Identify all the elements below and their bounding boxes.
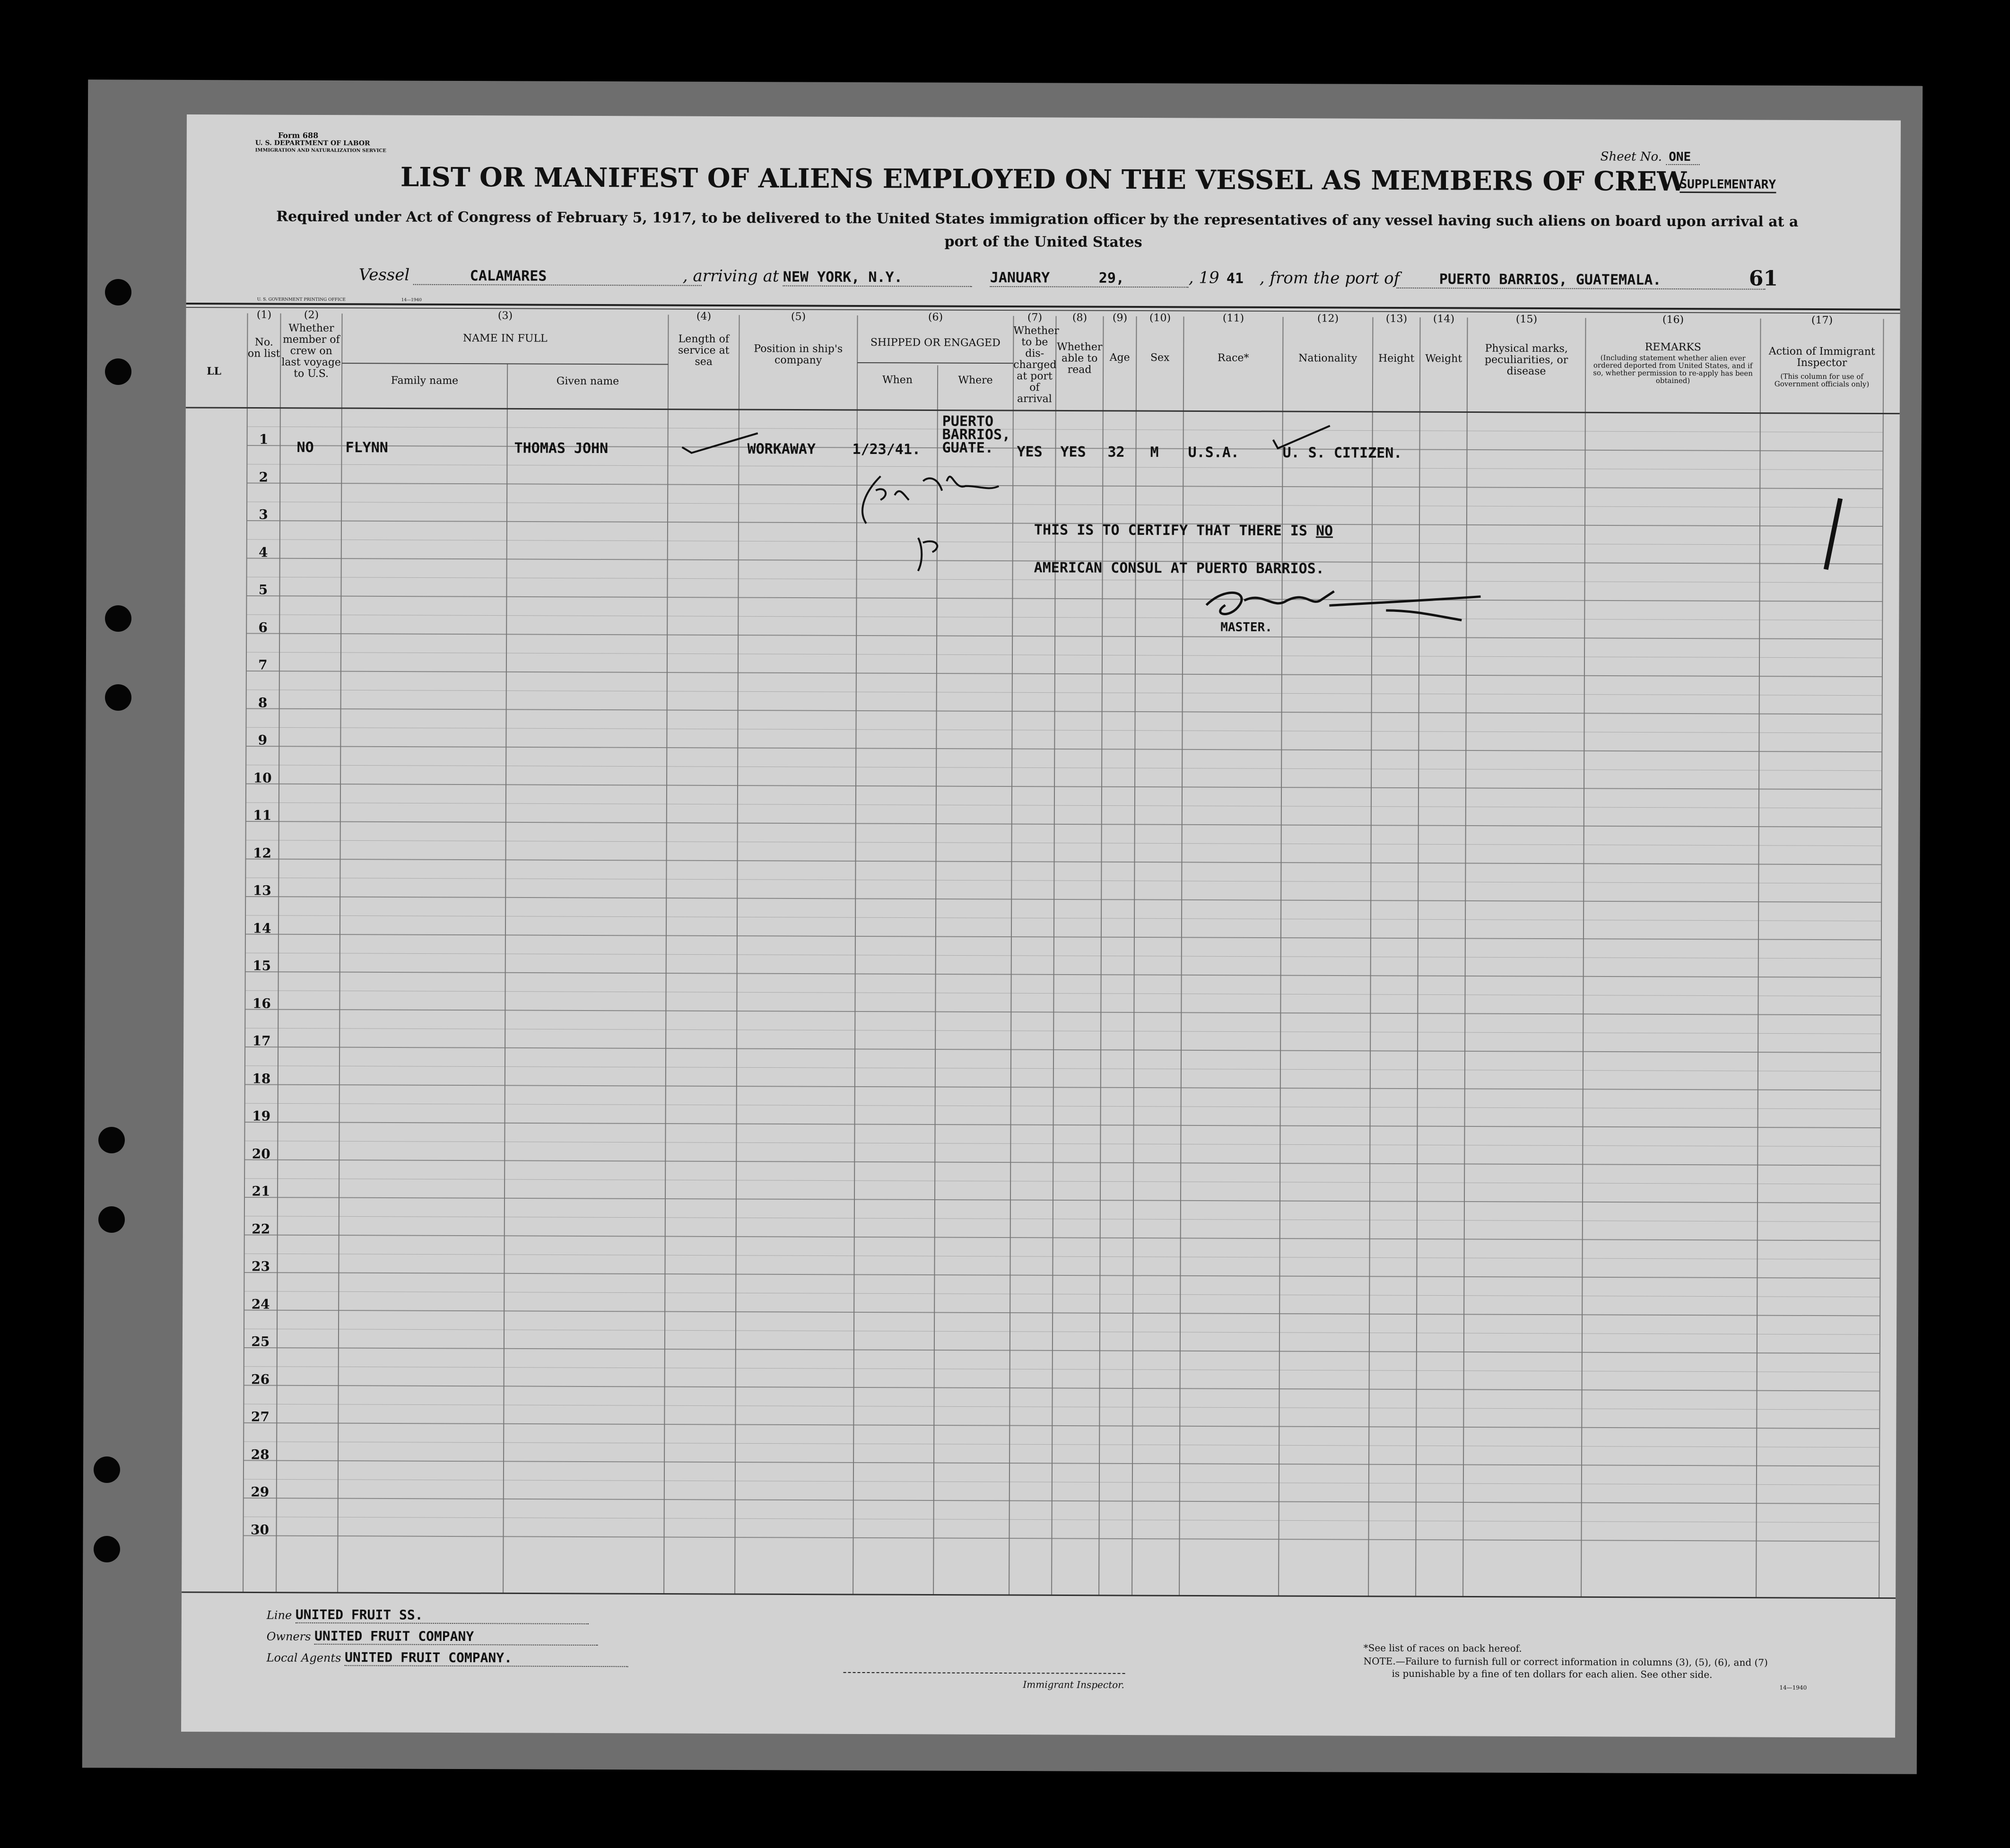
grid-row-line xyxy=(244,1479,1879,1485)
row-number: 21 xyxy=(252,1183,270,1199)
header-remarks: REMARKS xyxy=(1645,341,1701,354)
arrival-year: 41 xyxy=(1226,270,1244,287)
column-number: (11) xyxy=(1222,312,1244,324)
grid-column-line xyxy=(933,366,938,1595)
grid-row-line xyxy=(247,427,1883,432)
entry-family-name: FLYNN xyxy=(345,439,388,456)
row-number: 7 xyxy=(258,657,268,673)
row-number: 24 xyxy=(251,1296,270,1312)
row-number: 12 xyxy=(253,845,272,861)
grid-row-line xyxy=(247,464,1883,470)
entry-race: U.S.A. xyxy=(1188,444,1239,461)
grid-row-line xyxy=(244,1254,1880,1259)
grid-row-line xyxy=(246,671,1882,677)
column-number: (15) xyxy=(1515,313,1538,325)
column-number: (16) xyxy=(1662,314,1684,326)
entry-where-line: GUATE. xyxy=(942,439,993,456)
owners-value: UNITED FRUIT COMPANY xyxy=(314,1628,598,1646)
header-sex: Sex xyxy=(1150,352,1170,364)
arrival-day: 29, xyxy=(1098,270,1125,287)
grid-row-line xyxy=(246,821,1882,827)
header-action-note: (This column for use of Government officials only) xyxy=(1774,372,1870,389)
owners-label: Owners xyxy=(266,1630,311,1643)
arriving-label: , arriving at xyxy=(682,266,779,286)
row-number: 3 xyxy=(259,506,268,523)
row-number: 9 xyxy=(258,732,268,748)
grid-row-line xyxy=(244,1442,1879,1447)
vessel-name: CALAMARES xyxy=(413,268,702,286)
row-number: 22 xyxy=(252,1220,270,1237)
column-number: (1) xyxy=(256,309,272,321)
row-number: 5 xyxy=(258,582,268,598)
vessel-label: Vessel xyxy=(358,265,410,285)
header-crew-member: Whether member of crew on last voyage to U.S. xyxy=(281,322,341,380)
agents-value: UNITED FRUIT COMPANY. xyxy=(345,1649,628,1667)
voyage-line xyxy=(359,265,410,284)
grid-row-line xyxy=(245,1066,1881,1072)
subtitle-line-1: Required under Act of Congress of February 5, 1917, to be delivered to the United States immigration officer by the representatives of any vessel having such aliens on board upon arrival at a xyxy=(276,208,1799,230)
header-remarks-note: (Including statement whether alien ever ordered deported from United States, and if so, whether permission to re-apply has been obtained) xyxy=(1593,353,1753,385)
grid-row-line xyxy=(245,1047,1881,1053)
column-number: (8) xyxy=(1072,312,1088,324)
grid-row-line xyxy=(246,784,1882,789)
grid-row-line xyxy=(246,615,1882,620)
row-number: 19 xyxy=(252,1108,271,1124)
grid-column-line xyxy=(503,364,507,1593)
grid-row-line xyxy=(244,1197,1880,1203)
binder-hole xyxy=(94,1536,120,1562)
header-race: Race* xyxy=(1217,352,1249,364)
row-number: 10 xyxy=(253,769,272,786)
grid-row-line xyxy=(244,1385,1880,1391)
form-number-block xyxy=(255,132,386,155)
column-number: (17) xyxy=(1811,314,1833,327)
grid-row-line xyxy=(245,915,1881,921)
header-length-service: Length of service at sea xyxy=(678,333,730,368)
sheet-number-block xyxy=(1601,149,1700,164)
row-number: 6 xyxy=(258,619,268,636)
subtitle-line-2: port of the United States xyxy=(944,233,1142,251)
grid-row-line xyxy=(245,991,1881,996)
page-mark: LL xyxy=(207,365,222,378)
certification-line-2: AMERICAN CONSUL AT PUERTO BARRIOS. xyxy=(1034,559,1324,577)
binder-hole xyxy=(94,1456,120,1483)
header-nationality: Nationality xyxy=(1298,352,1357,365)
column-number: (10) xyxy=(1149,312,1171,324)
grid-row-line xyxy=(244,1273,1880,1278)
column-number: (2) xyxy=(304,309,319,321)
column-number: (3) xyxy=(497,310,513,322)
grid-row-line xyxy=(246,840,1882,846)
grid-row-line xyxy=(245,1009,1881,1015)
sheet-label: Sheet No. xyxy=(1600,149,1662,164)
row-number: 23 xyxy=(251,1258,270,1274)
header-family-name: Family name xyxy=(391,375,459,387)
grid-row-line xyxy=(245,953,1881,959)
grid-row-line xyxy=(246,746,1882,752)
header-height: Height xyxy=(1378,352,1415,365)
grid-row-line xyxy=(244,1159,1880,1165)
header-name-in-full: NAME IN FULL xyxy=(462,332,548,345)
line-field xyxy=(267,1607,589,1624)
grid-row-line xyxy=(247,577,1883,583)
row-number: 4 xyxy=(258,544,268,560)
row-number: 16 xyxy=(252,995,271,1011)
entry-sex: M xyxy=(1150,444,1159,461)
binder-hole xyxy=(105,279,131,305)
grid-row-line xyxy=(245,878,1881,883)
arrival-month: JANUARY xyxy=(990,270,1189,288)
entry-where xyxy=(942,415,1010,455)
grid-row-line xyxy=(245,897,1881,902)
row-number: 30 xyxy=(251,1521,270,1538)
grid-row-line xyxy=(244,1216,1880,1222)
header-weight: Weight xyxy=(1425,353,1462,365)
note-line-2: is punishable by a fine of ten dollars for each alien. See other side. xyxy=(1392,1667,1713,1681)
row-number: 29 xyxy=(251,1484,270,1500)
grid-row-line xyxy=(244,1141,1880,1147)
header-where: Where xyxy=(958,374,993,386)
service: IMMIGRATION AND NATURALIZATION SERVICE xyxy=(255,148,386,154)
grid-row-line xyxy=(244,1348,1880,1353)
row-number: 28 xyxy=(251,1446,270,1463)
agents-label: Local Agents xyxy=(266,1651,341,1665)
column-number: (14) xyxy=(1433,313,1455,325)
entry-given-name: THOMAS JOHN xyxy=(514,440,609,457)
department: U. S. DEPARTMENT OF LABOR xyxy=(255,139,370,148)
grid-row-line xyxy=(244,1404,1879,1410)
form-number: Form 688 xyxy=(278,131,319,140)
header-when: When xyxy=(882,374,913,386)
grid-row-line xyxy=(247,483,1883,488)
certification-no: NO xyxy=(1315,523,1333,540)
row-number: 27 xyxy=(251,1409,270,1425)
footer-code: 14—1940 xyxy=(1779,1684,1807,1691)
header-action: Action of Immigrant Inspector xyxy=(1768,345,1875,369)
from-label: , from the port of xyxy=(1259,268,1400,288)
entry-age: 32 xyxy=(1107,444,1125,461)
row-number: 11 xyxy=(253,807,272,823)
column-number: (13) xyxy=(1385,313,1408,325)
line-label: Line xyxy=(266,1608,292,1622)
grid-row-line xyxy=(244,1517,1879,1523)
grid-row-line xyxy=(245,1122,1881,1128)
header-age: Age xyxy=(1109,351,1130,364)
binder-hole xyxy=(105,358,131,385)
grid-row-line xyxy=(244,1460,1879,1466)
grid-row-line xyxy=(246,802,1882,808)
grid-row-line xyxy=(245,934,1881,940)
departure-port: PUERTO BARRIOS, GUATEMALA. xyxy=(1397,271,1766,290)
supplementary-label: SUPPLEMENTARY xyxy=(1679,177,1776,193)
manifest-sheet xyxy=(181,114,1901,1738)
row-number: 15 xyxy=(252,958,271,974)
grid-row-line xyxy=(247,502,1883,507)
grid-row-line xyxy=(244,1423,1879,1429)
header-physical-marks: Physical marks, peculiarities, or disease xyxy=(1485,342,1568,378)
grid-row-line xyxy=(245,1028,1881,1034)
row-number: 2 xyxy=(259,469,269,485)
column-number: (6) xyxy=(928,311,943,323)
grid-row-line xyxy=(246,596,1882,601)
grid-row-line xyxy=(247,540,1883,545)
row-number: 26 xyxy=(251,1371,270,1387)
grid-row-line xyxy=(245,972,1881,977)
row-number: 13 xyxy=(252,882,271,898)
binder-hole xyxy=(98,1206,125,1233)
column-number: (12) xyxy=(1317,313,1339,325)
header-discharged: Whether to be dis-charged at port of arrival xyxy=(1013,325,1059,405)
header-shipped: SHIPPED OR ENGAGED xyxy=(870,337,1001,349)
entry-nationality: U. S. CITIZEN. xyxy=(1282,445,1402,462)
binder-hole xyxy=(105,605,131,632)
arrival-port: NEW YORK, N.Y. xyxy=(783,269,972,287)
grid-row-line xyxy=(244,1178,1880,1184)
entry-position: WORKAWAY xyxy=(747,441,816,458)
grid-row-line xyxy=(245,1103,1881,1109)
grid-row-line xyxy=(244,1367,1880,1372)
agents-field xyxy=(267,1649,629,1667)
column-number: (5) xyxy=(791,311,806,323)
grid-row-line xyxy=(246,765,1882,771)
column-number: (4) xyxy=(696,310,712,323)
binder-hole xyxy=(98,1127,125,1153)
header-able-to-read: Whether able to read xyxy=(1057,341,1103,376)
grid-row-line xyxy=(245,1084,1881,1090)
grid-row-line xyxy=(246,708,1882,714)
grid-row-line xyxy=(244,1498,1879,1504)
grid-row-line xyxy=(244,1310,1880,1316)
entry-when: 1/23/41. xyxy=(852,441,921,458)
header-position: Position in ship's company xyxy=(754,343,843,366)
grid-row-line xyxy=(244,1535,1879,1541)
entry-able-to-read: YES xyxy=(1060,444,1086,461)
certification-text: THIS IS TO CERTIFY THAT THERE IS xyxy=(1034,522,1307,540)
column-number: (9) xyxy=(1112,312,1128,324)
grid-row-line xyxy=(246,690,1882,696)
row-number: 25 xyxy=(251,1334,270,1350)
grid-row-line xyxy=(244,1329,1880,1334)
row-number: 1 xyxy=(259,431,269,447)
entry-where-line: PUERTO xyxy=(942,413,994,430)
print-code: 14—1940 xyxy=(401,297,422,303)
grid-row-line xyxy=(246,652,1882,658)
grid-row-line xyxy=(246,727,1882,733)
year-prefix: , 19 xyxy=(1188,268,1219,288)
entry-crew-member: NO xyxy=(296,439,314,456)
certification-line-1 xyxy=(1034,522,1333,539)
inspector-label: Immigrant Inspector. xyxy=(1023,1679,1124,1691)
grid-row-line xyxy=(246,859,1882,864)
row-number: 17 xyxy=(252,1033,271,1049)
note-line-1: NOTE.—Failure to furnish full or correct information in columns (3), (5), (6), and (7) xyxy=(1363,1655,1768,1668)
master-title: MASTER. xyxy=(1220,620,1272,635)
grid-row-line xyxy=(246,633,1882,639)
row-number: 8 xyxy=(258,695,268,711)
row-number: 18 xyxy=(252,1070,271,1087)
grid-row-line xyxy=(244,1291,1880,1297)
binder-hole xyxy=(105,684,131,711)
print-office: U. S. GOVERNMENT PRINTING OFFICE xyxy=(257,297,346,303)
grid-row-line xyxy=(244,1235,1880,1240)
column-number: (7) xyxy=(1027,312,1043,324)
entry-discharged: YES xyxy=(1017,444,1043,461)
page-title: LIST OR MANIFEST OF ALIENS EMPLOYED ON THE VESSEL AS MEMBERS OF CREW xyxy=(400,161,1687,198)
races-note: *See list of races on back hereof. xyxy=(1363,1642,1522,1654)
row-number: 14 xyxy=(252,920,271,936)
header-no-on-list: No. on list xyxy=(247,336,280,360)
entry-where-line: BARRIOS, xyxy=(942,426,1011,444)
row-number: 20 xyxy=(252,1145,270,1162)
owners-field xyxy=(267,1628,598,1646)
header-given-name: Given name xyxy=(556,375,619,388)
sheet-number: ONE xyxy=(1666,150,1699,165)
stamp-number: 61 xyxy=(1749,266,1778,291)
line-value: UNITED FRUIT SS. xyxy=(296,1607,589,1624)
